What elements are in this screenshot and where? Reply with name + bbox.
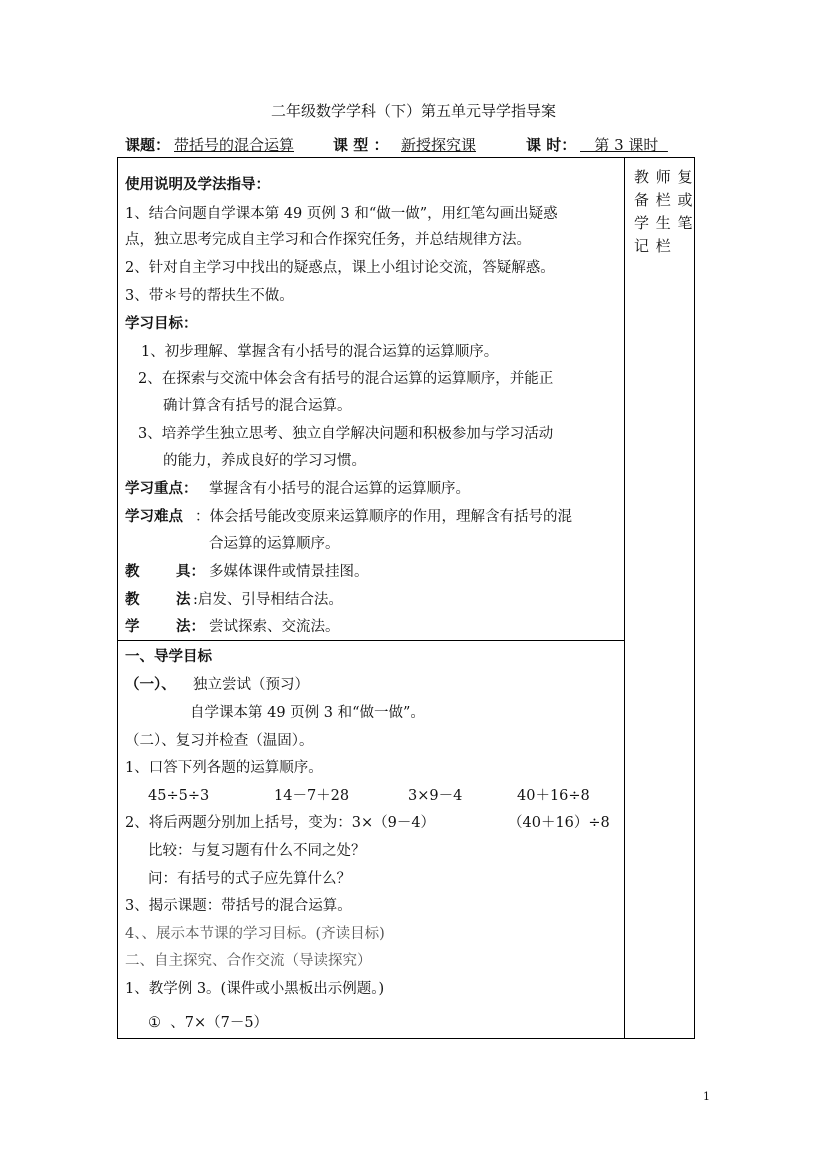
- type-value: 新授探究课: [401, 136, 477, 154]
- instruction-line: 2、针对自主学习中找出的疑惑点，课上小组讨论交流，答疑解惑。: [125, 260, 555, 276]
- expression: 14－7＋28: [274, 788, 350, 804]
- question-2-expr: （40＋16）÷8: [508, 815, 610, 831]
- goal-line: 2、在探索与交流中体会含有括号的混合运算的运算顺序，并能正: [138, 371, 554, 387]
- tools-label: 具：: [176, 563, 205, 580]
- table-top-border: [117, 157, 695, 158]
- teach-method-label: 法: [176, 591, 191, 608]
- teach-method-label: 教: [125, 591, 140, 608]
- topic-label: 课题：: [125, 136, 171, 154]
- section2-question-1: 1、教学例 3。(课件或小黑板出示例题。): [125, 981, 385, 997]
- instruction-line: 点，独立思考完成自主学习和合作探究任务，并总结规律方法。: [125, 232, 531, 248]
- notes-column-line: 教 师 复: [634, 168, 694, 186]
- difficulty-label: 学习难点: [125, 508, 183, 525]
- ask-line: 问：有括号的式子应先算什么？: [148, 871, 351, 887]
- tools-label: 教: [125, 563, 140, 580]
- expression: 3×9－4: [408, 788, 463, 804]
- difficulty-text-cont: 合运算的运算顺序。: [209, 536, 340, 552]
- notes-column: [634, 166, 694, 258]
- section1-sub1-label: （一）、: [125, 676, 176, 693]
- table-left-border: [117, 157, 118, 1039]
- table-section-divider: [117, 640, 624, 641]
- question-3: 3、揭示课题：带括号的混合运算。: [125, 898, 352, 914]
- page-number: 1: [703, 1090, 710, 1103]
- learn-method-label: 学: [125, 618, 140, 635]
- goal-line: 3、培养学生独立思考、独立自学解决问题和积极参加与学习活动: [138, 426, 554, 442]
- goals-heading: 学习目标：: [125, 315, 198, 332]
- section1-sub1-text: 独立尝试（预习）: [193, 677, 309, 693]
- teach-method-text: :启发、引导相结合法。: [193, 592, 343, 608]
- difficulty-text: ：体会括号能改变原来运算顺序的作用，理解含有括号的混: [195, 509, 572, 525]
- expression: 40＋16÷8: [517, 788, 590, 804]
- section1-sub1-detail: 自学课本第 49 页例 3 和“做一做”。: [190, 705, 425, 721]
- question-4: 4、、展示本节课的学习目标。(齐读目标): [125, 926, 385, 942]
- notes-column-line: 备 栏 或: [634, 191, 694, 209]
- period-value: 第 3 课时: [580, 136, 668, 154]
- example-item: ① 、7×（7－5）: [148, 1015, 269, 1031]
- topic-value: 带括号的混合运算: [174, 136, 295, 154]
- table-column-divider: [624, 157, 625, 1039]
- page-title: 二年级数学学科（下）第五单元导学指导案: [270, 102, 556, 120]
- section2-heading: 二、自主探究、合作交流（导读探究）: [125, 953, 372, 969]
- question-1: 1、口答下列各题的运算顺序。: [125, 760, 323, 776]
- key-point-text: 掌握含有小括号的混合运算的运算顺序。: [209, 481, 470, 497]
- tools-text: 多媒体课件或情景挂图。: [209, 564, 369, 580]
- goal-line: 确计算含有括号的混合运算。: [163, 398, 352, 414]
- notes-column-line: 记 栏: [634, 237, 672, 255]
- section1-sub2: （二）、复习并检查（温固）。: [125, 733, 314, 749]
- table-bottom-border: [117, 1038, 695, 1039]
- goal-line: 1、初步理解、掌握含有小括号的混合运算的运算顺序。: [141, 344, 499, 360]
- instruction-line: 3、带＊号的帮扶生不做。: [125, 288, 294, 304]
- notes-column-line: 学 生 笔: [634, 214, 694, 232]
- period-label: 课 时：: [526, 136, 577, 154]
- learn-method-text: 尝试探索、交流法。: [209, 619, 340, 635]
- goal-line: 的能力，养成良好的学习习惯。: [163, 453, 366, 469]
- instruction-line: 1、结合问题自学课本第 49 页例 3 和“做一做”，用红笔勾画出疑惑: [125, 206, 558, 222]
- table-right-border: [694, 157, 695, 1039]
- type-label: 课 型 ：: [333, 136, 389, 154]
- compare-line: 比较：与复习题有什么不同之处？: [148, 843, 366, 859]
- key-point-label: 学习重点：: [125, 480, 198, 497]
- question-2: 2、将后两题分别加上括号，变为：3×（9－4）: [125, 815, 436, 831]
- learn-method-label: 法：: [176, 618, 205, 635]
- expression: 45÷5÷3: [148, 788, 210, 804]
- instructions-heading: 使用说明及学法指导：: [125, 176, 270, 193]
- section1-heading: 一、导学目标: [125, 648, 212, 665]
